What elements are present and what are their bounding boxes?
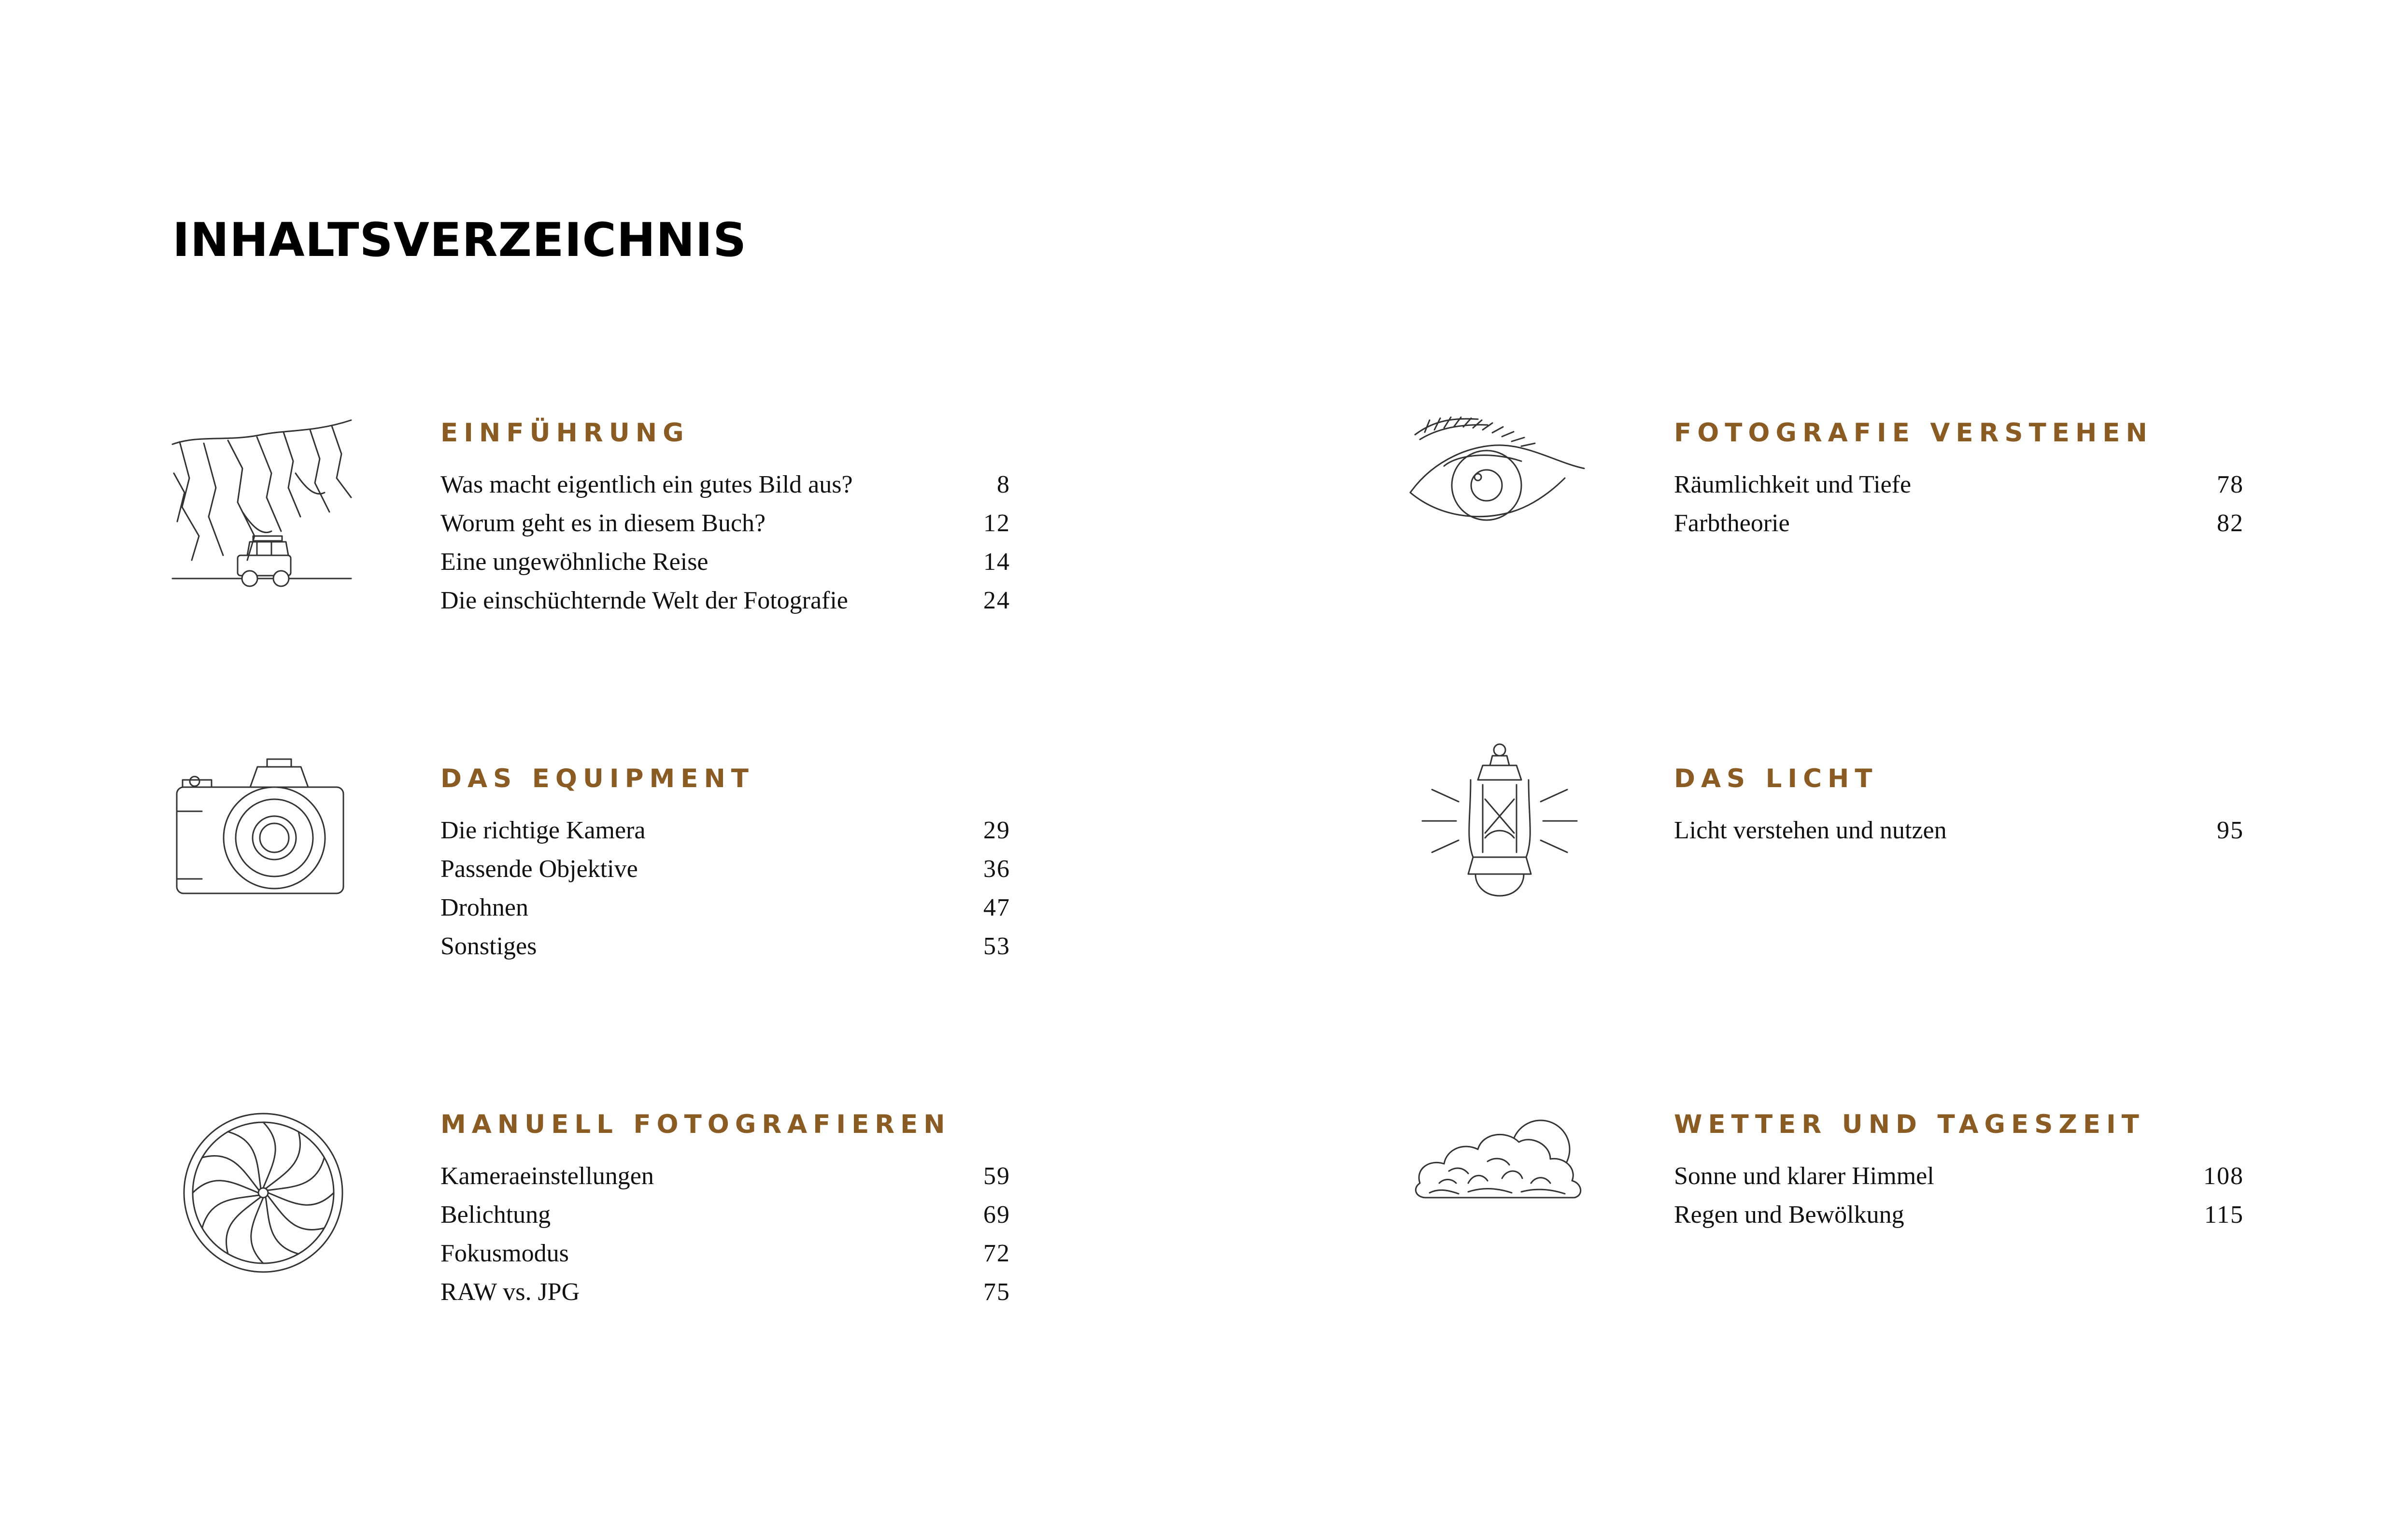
entry-label: Worum geht es in diesem Buch? xyxy=(440,509,766,537)
section-heading: MANUELL FOTOGRAFIEREN xyxy=(440,1110,951,1139)
entry-label: Sonne und klarer Himmel xyxy=(1674,1162,1934,1190)
cloud-sun-icon xyxy=(1410,1111,1594,1207)
entry-label: Räumlichkeit und Tiefe xyxy=(1674,471,1912,498)
toc-entry[interactable] xyxy=(1674,504,2244,543)
toc-entry[interactable] xyxy=(440,850,1010,889)
aperture-icon xyxy=(181,1111,345,1275)
entry-page: 53 xyxy=(983,932,1010,960)
entry-list xyxy=(1674,811,2244,850)
entry-label: Die richtige Kamera xyxy=(440,817,646,844)
entry-page: 29 xyxy=(983,817,1010,844)
entry-label: Passende Objektive xyxy=(440,855,638,883)
toc-entry[interactable] xyxy=(440,927,1010,966)
section-heading: DAS LICHT xyxy=(1674,764,1878,793)
entry-page: 108 xyxy=(2203,1162,2244,1190)
entry-label: Sonstiges xyxy=(440,932,537,960)
toc-entry[interactable] xyxy=(1674,466,2244,504)
section-das-licht xyxy=(1674,757,2244,850)
entry-page: 59 xyxy=(983,1162,1010,1190)
toc-entry[interactable] xyxy=(440,811,1010,850)
toc-entry[interactable] xyxy=(440,504,1010,543)
section-heading: FOTOGRAFIE VERSTEHEN xyxy=(1674,418,2153,448)
section-manuell-fotografieren xyxy=(440,1103,1010,1312)
entry-label: Was macht eigentlich ein gutes Bild aus? xyxy=(440,471,853,498)
page-title: INHALTSVERZEICHNIS xyxy=(172,213,747,267)
entry-page: 78 xyxy=(2217,471,2244,498)
section-heading: EINFÜHRUNG xyxy=(440,418,690,448)
entry-label: Fokusmodus xyxy=(440,1240,569,1267)
toc-entry[interactable] xyxy=(440,1157,1010,1196)
eye-icon xyxy=(1405,415,1589,526)
entry-label: Belichtung xyxy=(440,1201,551,1229)
entry-page: 47 xyxy=(983,894,1010,921)
lantern-icon xyxy=(1413,741,1587,905)
entry-list xyxy=(1674,1157,2244,1234)
section-fotografie-verstehen xyxy=(1674,411,2244,543)
entry-label: Kameraeinstellungen xyxy=(440,1162,654,1190)
entry-label: Drohnen xyxy=(440,894,528,921)
entry-page: 115 xyxy=(2204,1201,2244,1229)
entry-list xyxy=(440,811,1010,966)
section-equipment xyxy=(440,757,1010,966)
entry-label: Die einschüchternde Welt der Fotografie xyxy=(440,587,848,614)
entry-page: 69 xyxy=(983,1201,1010,1229)
toc-entry[interactable] xyxy=(440,543,1010,581)
entry-page: 82 xyxy=(2217,509,2244,537)
entry-label: Licht verstehen und nutzen xyxy=(1674,817,1947,844)
section-wetter-und-tageszeit xyxy=(1674,1103,2244,1234)
toc-entry[interactable] xyxy=(1674,811,2244,850)
section-heading: DAS EQUIPMENT xyxy=(440,764,754,793)
toc-entry[interactable] xyxy=(440,1196,1010,1234)
camera-icon xyxy=(173,753,347,898)
section-einfuehrung xyxy=(440,411,1010,620)
entry-page: 8 xyxy=(997,471,1010,498)
landscape-car-icon xyxy=(170,415,354,599)
toc-entry[interactable] xyxy=(440,1273,1010,1312)
entry-label: RAW vs. JPG xyxy=(440,1278,580,1306)
entry-page: 12 xyxy=(983,509,1010,537)
entry-list xyxy=(440,466,1010,620)
entry-page: 36 xyxy=(983,855,1010,883)
entry-list xyxy=(440,1157,1010,1312)
entry-page: 75 xyxy=(983,1278,1010,1306)
section-heading: WETTER UND TAGESZEIT xyxy=(1674,1110,2145,1139)
entry-label: Farbtheorie xyxy=(1674,509,1790,537)
entry-page: 95 xyxy=(2217,817,2244,844)
toc-entry[interactable] xyxy=(440,1234,1010,1273)
entry-page: 24 xyxy=(983,587,1010,614)
entry-label: Regen und Bewölkung xyxy=(1674,1201,1904,1229)
entry-page: 72 xyxy=(983,1240,1010,1267)
toc-entry[interactable] xyxy=(440,466,1010,504)
toc-entry[interactable] xyxy=(440,581,1010,620)
toc-entry[interactable] xyxy=(1674,1196,2244,1234)
toc-entry[interactable] xyxy=(1674,1157,2244,1196)
entry-label: Eine ungewöhnliche Reise xyxy=(440,548,709,576)
entry-page: 14 xyxy=(983,548,1010,576)
entry-list xyxy=(1674,466,2244,543)
toc-entry[interactable] xyxy=(440,889,1010,927)
